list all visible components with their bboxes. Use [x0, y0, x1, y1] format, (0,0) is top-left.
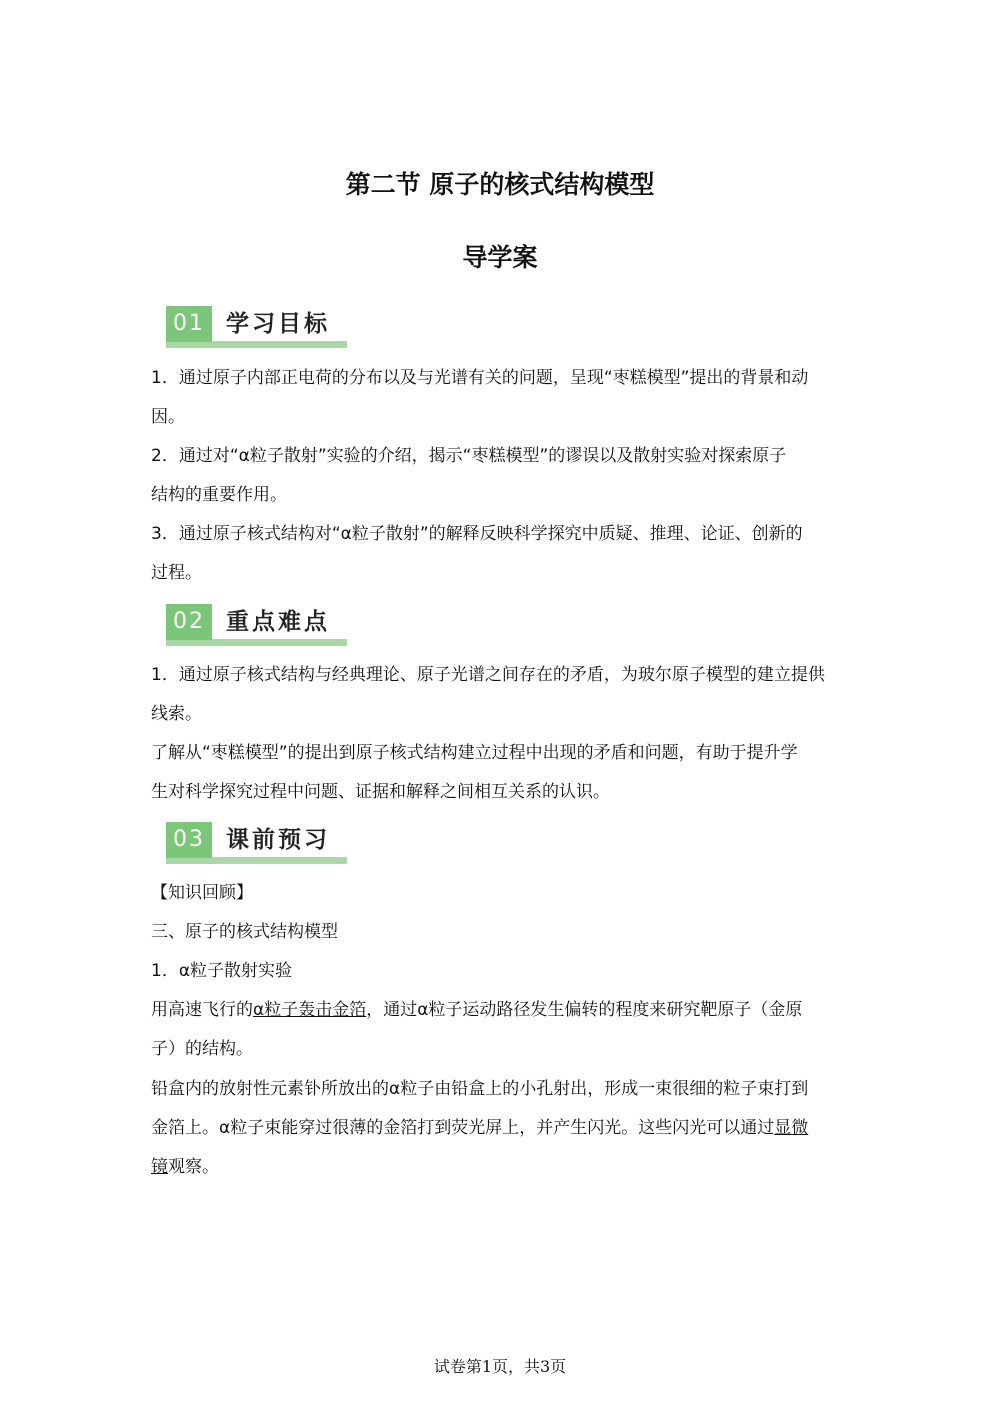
knowledge-review-label: 【知识回顾】 — [151, 883, 253, 903]
preview-heading: 三、原子的核式结构模型 — [151, 922, 338, 942]
objective-3-line-1: 3．通过原子核式结构对“α粒子散射”的解释反映科学探究中质疑、推理、论证、创新的 — [151, 524, 803, 544]
preview-paragraph-2-line-1: 铅盒内的放射性元素钋所放出的α粒子由铅盒上的小孔射出，形成一束很细的粒子束打到 — [151, 1079, 809, 1099]
section-underline — [166, 857, 347, 864]
section-number: 03 — [166, 822, 212, 858]
preview-item-1: 1．α粒子散射实验 — [151, 961, 293, 981]
page-subtitle: 导学案 — [462, 243, 538, 272]
text-run: 观察。 — [168, 1157, 219, 1177]
page-footer: 试卷第1页，共3页 — [433, 1357, 567, 1376]
keypoint-2-line-2: 生对科学探究过程中问题、证据和解释之间相互关系的认识。 — [151, 782, 610, 802]
preview-paragraph-1-line-1 — [151, 997, 871, 1023]
preview-paragraph-2-line-3 — [151, 1154, 871, 1180]
preview-paragraph-1-line-2: 子）的结构。 — [151, 1039, 253, 1059]
text-run: 金箔上。α粒子束能穿过很薄的金箔打到荧光屏上，并产生闪光。这些闪光可以通过 — [151, 1118, 775, 1138]
text-run: ，通过α粒子运动路径发生偏转的程度来研究靶原子（金原 — [366, 1000, 803, 1020]
section-header-keypoints — [166, 601, 350, 647]
objective-3-line-2: 过程。 — [151, 563, 202, 583]
section-header-objectives — [166, 303, 350, 349]
objective-2-line-2: 结构的重要作用。 — [151, 485, 287, 505]
text-run: 用高速飞行的 — [151, 1000, 253, 1020]
objective-1-line-1: 1．通过原子内部正电荷的分布以及与光谱有关的问题，呈现“枣糕模型”提出的背景和动 — [151, 368, 809, 388]
section-underline — [166, 341, 347, 348]
underlined-blank: 镜 — [151, 1157, 168, 1177]
section-label: 学习目标 — [226, 311, 330, 337]
objective-2-line-1: 2．通过对“α粒子散射”实验的介绍，揭示“枣糕模型”的谬误以及散射实验对探索原子 — [151, 446, 787, 466]
underlined-blank: 显微 — [774, 1118, 809, 1138]
section-number: 01 — [166, 306, 212, 342]
underlined-blank: α粒子轰击金箔 — [253, 1000, 367, 1020]
keypoint-2-line-1: 了解从“枣糕模型”的提出到原子核式结构建立过程中出现的矛盾和问题，有助于提升学 — [151, 743, 798, 763]
keypoint-1-line-1: 1．通过原子核式结构与经典理论、原子光谱之间存在的矛盾，为玻尔原子模型的建立提供 — [151, 665, 825, 685]
preview-paragraph-2-line-2 — [151, 1115, 871, 1141]
section-underline — [166, 639, 347, 646]
section-label: 课前预习 — [226, 827, 330, 853]
section-header-preview — [166, 819, 350, 865]
section-number: 02 — [166, 604, 212, 640]
page-title: 第二节 原子的核式结构模型 — [345, 170, 655, 199]
keypoint-1-line-2: 线索。 — [151, 704, 202, 724]
section-label: 重点难点 — [226, 609, 330, 635]
objective-1-line-2: 因。 — [151, 407, 185, 427]
